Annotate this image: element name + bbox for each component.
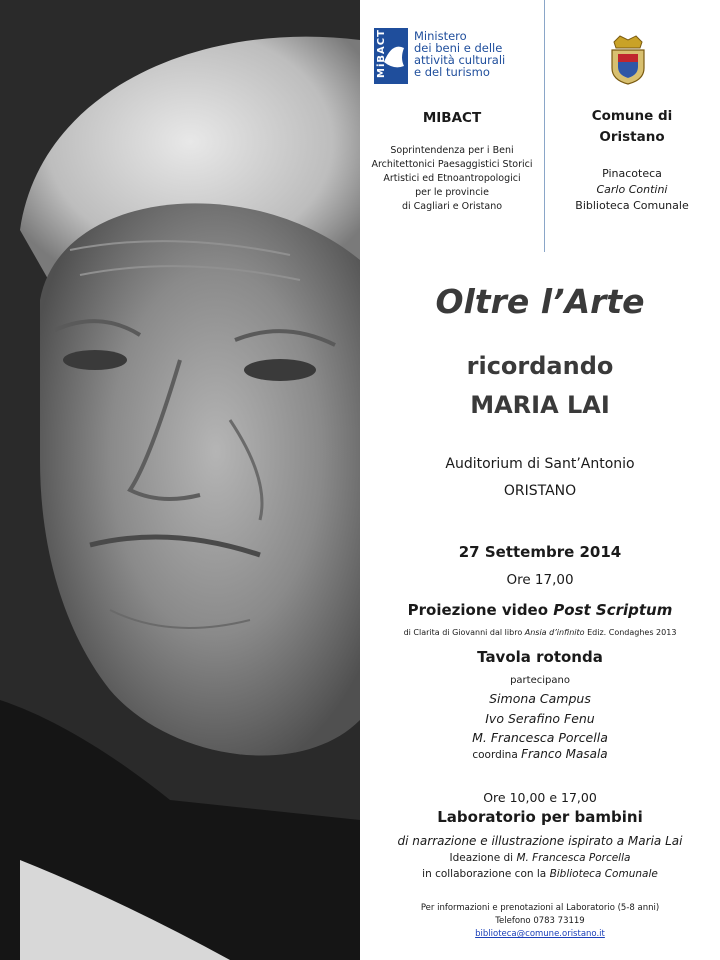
participant-name: Simona Campus [489,691,591,706]
mibact-line: di Cagliari e Oristano [401,201,503,212]
comune-title [544,106,720,148]
lab-idea-name: M. Francesca Porcella [516,852,631,864]
coordinator-name: Franco Masala [521,747,608,761]
oristano-crest-icon [606,34,650,86]
mibact-line: Soprintendenza per i Beni [390,145,514,156]
comune-title-line: Comune di [591,108,673,124]
event-time: Ore 17,00 [506,572,574,588]
video-title: Post Scriptum [553,601,673,619]
email-link[interactable]: biblioteca@comune.oristano.it [475,929,605,939]
lab-time: Ore 10,00 e 17,00 [483,790,597,805]
phone-line: Telefono 0783 73119 [495,916,585,926]
credit-suffix: Ediz. Condaghes 2013 [584,628,677,637]
info-line: Per informazioni e prenotazioni al Laboratorio (5-8 anni) [420,903,660,913]
logo-line: e del turismo [414,65,490,79]
comune-description [544,166,720,214]
participants-label: partecipano [510,675,570,686]
comune-line: Pinacoteca [602,167,662,180]
event-subtitle: ricordando [466,352,614,380]
lab-title: Laboratorio per bambini [437,808,643,826]
participant-name: M. Francesca Porcella [472,730,608,745]
mibact-line: per le provincie [415,187,489,198]
mibact-logo-mark [374,28,408,84]
video-prefix: Proiezione video [407,601,554,619]
logo-line: Ministero [414,29,467,43]
lab-collaboration [360,868,720,880]
mibact-logo-side-text: MiBACT [376,29,387,78]
logo-line: attività culturali [414,53,506,67]
coordinator-prefix: coordina [472,749,522,761]
lab-collab-prefix: in collaborazione con la [422,868,550,880]
poster-content [360,0,720,960]
video-credit [360,628,720,637]
comune-line: Carlo Contini [596,183,668,196]
comune-line: Biblioteca Comunale [575,199,689,212]
video-line [360,601,720,619]
lab-idea-prefix: Ideazione di [449,852,517,864]
credit-prefix: di Clarita di Giovanni dal libro [403,628,525,637]
lab-description: di narrazione e illustrazione ispirato a Maria Lai [397,834,683,848]
mibact-logo-text [414,30,505,78]
round-table-title: Tavola rotonda [477,648,603,666]
mibact-logo [374,28,524,86]
coordinator-line [360,747,720,761]
venue-city: ORISTANO [503,483,577,499]
mibact-line: Architettonici Paesaggistici Storici [371,159,533,170]
participants-list [360,689,720,748]
event-date: 27 Settembre 2014 [458,543,622,561]
comune-title-line: Oristano [599,129,665,145]
logo-line: dei beni e delle [414,41,503,55]
mibact-description [360,144,544,214]
mibact-line: Artistici ed Etnoantropologici [383,173,521,184]
event-title: Oltre l’Arte [435,282,645,321]
lab-collab-name: Biblioteca Comunale [549,868,658,880]
footer-info [360,902,720,941]
credit-book: Ansia d’infinito [524,628,585,637]
venue-name: Auditorium di Sant’Antonio [445,456,635,472]
event-honoree: MARIA LAI [470,391,610,419]
participant-name: Ivo Serafino Fenu [485,710,595,726]
lab-idea [360,852,720,864]
mibact-title: MIBACT [422,110,482,126]
